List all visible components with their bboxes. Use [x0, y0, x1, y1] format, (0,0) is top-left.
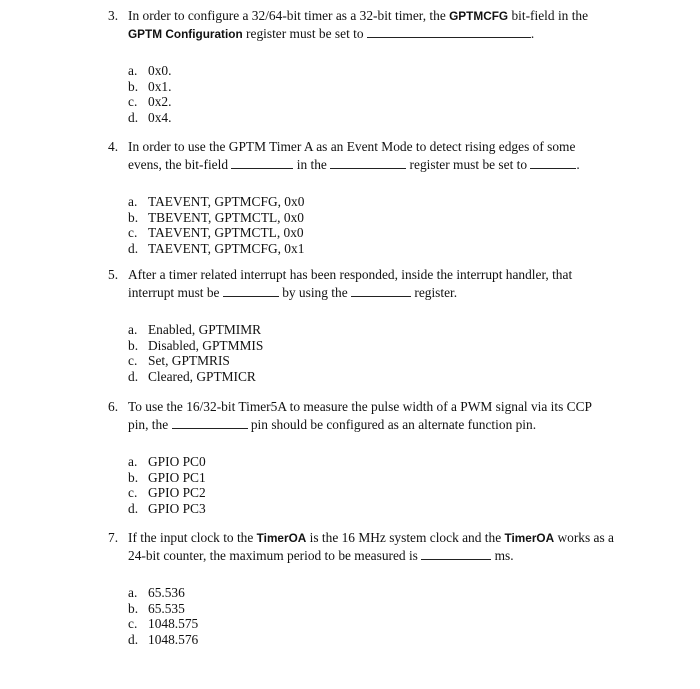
- option-text: TAEVENT, GPTMCFG, 0x0: [148, 194, 305, 209]
- option-text: 0x0.: [148, 63, 172, 78]
- question-4-period: .: [576, 157, 580, 172]
- question-4: [108, 138, 618, 256]
- question-4-blank-2: [330, 157, 406, 169]
- question-6-blank: [172, 417, 248, 429]
- question-6-line-2: [108, 416, 618, 434]
- question-7-text-b: is the 16 MHz system clock and the: [306, 530, 505, 545]
- question-6-text-b: pin, the: [128, 417, 172, 432]
- question-6-number: 6.: [108, 399, 119, 414]
- option-text: Set, GPTMRIS: [148, 353, 230, 369]
- option-letter: a.: [128, 322, 138, 337]
- question-4-line-2: [108, 156, 618, 174]
- option-7d: [128, 632, 618, 648]
- question-5-text-c: by using the: [278, 285, 352, 300]
- option-text: Cleared, GPTMICR: [148, 368, 256, 384]
- option-4b: [128, 210, 618, 226]
- option-5a: [128, 322, 618, 338]
- option-text: Disabled, GPTMMIS: [148, 337, 264, 353]
- option-text: 0x4.: [148, 109, 172, 125]
- question-3-number: 3.: [108, 8, 119, 23]
- question-3-bold-gptm-configuration: GPTM Configuration: [128, 27, 243, 41]
- question-7-text-a: If the input clock to the: [128, 530, 257, 545]
- question-5-options: [128, 322, 618, 384]
- option-letter: b.: [128, 600, 139, 616]
- question-6-text-a: To use the 16/32-bit Timer5A to measure the pulse width of a PWM signal via its CCP: [128, 399, 592, 414]
- option-letter: c.: [128, 225, 138, 241]
- option-text: Enabled, GPTMIMR: [148, 322, 262, 337]
- question-3-blank: [367, 26, 531, 38]
- option-letter: d.: [128, 109, 139, 125]
- question-5-text-a: After a timer related interrupt has been responded, inside the interrupt handler, that: [128, 267, 573, 282]
- option-4c: [128, 225, 618, 241]
- question-3-line-1: [108, 7, 618, 25]
- option-text: TBEVENT, GPTMCTL, 0x0: [148, 209, 304, 225]
- question-3-text-c: register must be set to: [242, 26, 367, 41]
- option-letter: d.: [128, 368, 139, 384]
- option-text: 0x1.: [148, 78, 172, 94]
- option-5c: [128, 353, 618, 369]
- question-7-number: 7.: [108, 530, 119, 545]
- option-letter: d.: [128, 631, 139, 647]
- option-text: TAEVENT, GPTMCTL, 0x0: [148, 225, 304, 241]
- option-5d: [128, 369, 618, 385]
- option-7c: [128, 616, 618, 632]
- option-letter: b.: [128, 469, 139, 485]
- question-4-text-b: evens, the bit-field: [128, 157, 232, 172]
- option-text: GPIO PC0: [148, 454, 206, 469]
- option-text: GPIO PC3: [148, 500, 206, 516]
- question-7-bold-timer0a-2: TimerOA: [504, 531, 555, 545]
- option-3c: [128, 94, 618, 110]
- option-letter: d.: [128, 500, 139, 516]
- option-4d: [128, 241, 618, 257]
- question-7-line-1: [108, 529, 618, 547]
- question-5-blank-2: [351, 285, 411, 297]
- option-text: 65.536: [148, 585, 185, 600]
- option-6a: [128, 454, 618, 470]
- option-text: 0x2.: [148, 94, 172, 110]
- question-4-options: [128, 194, 618, 256]
- question-4-blank-3: [530, 157, 576, 169]
- question-5-line-2: [108, 284, 618, 302]
- option-letter: d.: [128, 240, 139, 256]
- question-5-blank-1: [223, 285, 279, 297]
- option-7a: [128, 585, 618, 601]
- option-letter: b.: [128, 337, 139, 353]
- question-6-options: [128, 454, 618, 516]
- question-5: [108, 266, 618, 384]
- option-3d: [128, 110, 618, 126]
- question-7-blank: [421, 548, 491, 560]
- question-3-text-a: In order to configure a 32/64-bit timer as a 32-bit timer, the: [128, 8, 450, 23]
- question-4-text-a: In order to use the GPTM Timer A as an Event Mode to detect rising edges of some: [128, 139, 576, 154]
- option-letter: a.: [128, 585, 138, 600]
- question-3-text-b: bit-field in the: [508, 8, 589, 23]
- question-6-line-1: [108, 398, 618, 416]
- option-letter: c.: [128, 94, 138, 110]
- question-3: [108, 7, 618, 125]
- option-4a: [128, 194, 618, 210]
- option-6b: [128, 470, 618, 486]
- question-7-bold-timer0a-1: TimerOA: [256, 531, 307, 545]
- question-5-text-d: register.: [411, 285, 458, 300]
- option-text: TAEVENT, GPTMCFG, 0x1: [148, 240, 305, 256]
- question-4-number: 4.: [108, 139, 119, 154]
- option-letter: c.: [128, 485, 138, 501]
- option-text: GPIO PC2: [148, 485, 206, 501]
- option-3a: [128, 63, 618, 79]
- question-3-period: .: [530, 26, 535, 41]
- question-7-line-2: [108, 547, 618, 565]
- option-text: 1048.576: [148, 631, 199, 647]
- question-4-blank-1: [231, 157, 293, 169]
- question-7: [108, 529, 618, 647]
- question-7-text-d: 24-bit counter, the maximum period to be measured is: [128, 548, 422, 563]
- question-4-line-1: [108, 138, 618, 156]
- question-7-options: [128, 585, 618, 647]
- question-7-text-c: works as a: [554, 530, 614, 545]
- option-text: 65.535: [148, 600, 185, 616]
- question-3-options: [128, 63, 618, 125]
- option-text: GPIO PC1: [148, 469, 206, 485]
- question-4-text-c: in the: [293, 157, 331, 172]
- question-6: [108, 398, 618, 516]
- option-letter: a.: [128, 63, 138, 78]
- option-5b: [128, 338, 618, 354]
- question-5-text-b: interrupt must be: [128, 285, 223, 300]
- question-4-text-d: register must be set to: [406, 157, 531, 172]
- option-6c: [128, 485, 618, 501]
- question-5-line-1: [108, 266, 618, 284]
- option-letter: b.: [128, 78, 139, 94]
- question-5-number: 5.: [108, 267, 119, 282]
- option-letter: b.: [128, 209, 139, 225]
- question-7-text-e: ms.: [491, 548, 514, 563]
- option-letter: c.: [128, 353, 138, 369]
- option-7b: [128, 601, 618, 617]
- option-6d: [128, 501, 618, 517]
- question-6-text-c: pin should be configured as an alternate function pin.: [247, 417, 537, 432]
- option-letter: a.: [128, 454, 138, 469]
- question-3-line-2: [108, 25, 618, 43]
- question-3-bold-gptmcfg: GPTMCFG: [449, 9, 509, 23]
- option-letter: a.: [128, 194, 138, 209]
- option-3b: [128, 79, 618, 95]
- option-text: 1048.575: [148, 616, 199, 632]
- option-letter: c.: [128, 616, 138, 632]
